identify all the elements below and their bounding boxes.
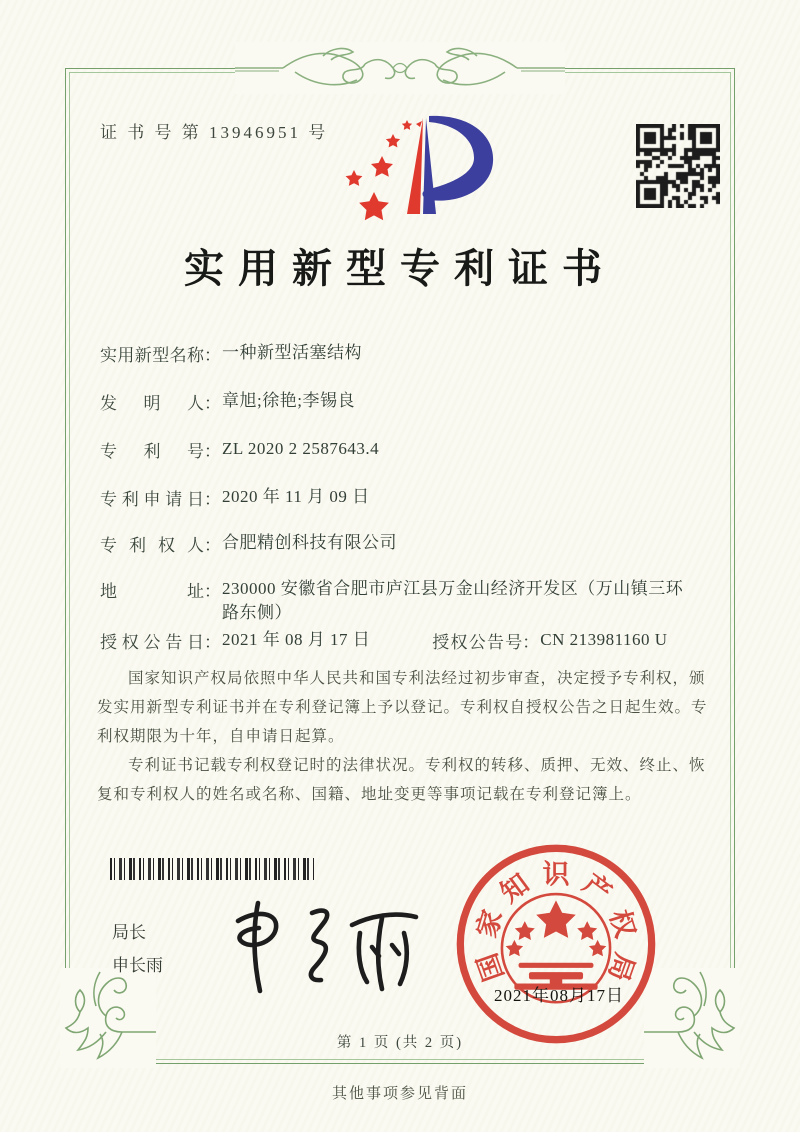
svg-text:权: 权 [603, 906, 641, 942]
legal-paragraph-1: 国家知识产权局依照中华人民共和国专利法经过初步审查，决定授予专利权，颁发实用新型专利证书并在专利登记簿上予以登记。专利权自授权公告之日起生效。专利权期限为十年，自申请日起算。 [97, 670, 708, 745]
field-row-grant [100, 628, 712, 653]
qr-code-icon [636, 124, 720, 208]
field-value: 章旭;徐艳;李锡良 [222, 391, 355, 410]
field-row-patent-number: 专利号 ： ZL 2020 2 2587643.4 [100, 437, 712, 462]
field-label: 地址 [100, 582, 204, 601]
field-value: 2020 年 11 月 09 日 [222, 487, 370, 506]
field-label: 授权公告号 [432, 633, 523, 652]
svg-text:知: 知 [494, 868, 535, 909]
field-label: 发明人 [100, 394, 204, 413]
svg-text:产: 产 [577, 868, 618, 909]
field-value: 230000 安徽省合肥市庐江县万金山经济开发区（万山镇三环路东侧） [222, 579, 684, 622]
field-grant-date: 授权公告日 ： 2021 年 08 月 17 日 [100, 630, 371, 652]
back-side-note: 其他事项参见背面 [331, 1086, 468, 1102]
field-row-name: 实用新型名称 ： 一种新型活塞结构 [100, 341, 712, 366]
field-value: 一种新型活塞结构 [222, 343, 362, 362]
bottom-left-floral-icon [60, 968, 156, 1068]
field-value: 合肥精创科技有限公司 [222, 533, 397, 552]
svg-text:局: 局 [602, 949, 640, 985]
signer-name: 申长雨 [112, 956, 163, 975]
field-row-filing-date: 专利申请日 ： 2020 年 11 月 09 日 [100, 485, 712, 510]
svg-text:识: 识 [542, 859, 570, 890]
field-value: CN 213981160 U [540, 630, 668, 649]
certificate-title: 实用新型专利证书 [184, 246, 616, 291]
field-label: 授权公告日 [100, 633, 204, 652]
legal-text [97, 664, 709, 809]
barcode-icon [110, 858, 314, 880]
field-label: 专利号 [100, 442, 204, 461]
seal-date: 2021年08月17日 [494, 986, 624, 1005]
cnipa-official-seal-icon [452, 840, 660, 1048]
page-number: 第 1 页 (共 2 页) [336, 1035, 464, 1051]
handwritten-signature-icon [222, 893, 437, 1001]
field-value: 2021 年 08 月 17 日 [222, 630, 371, 649]
field-label: 专利申请日 [100, 490, 204, 509]
certificate-number: 证 书 号 第 13946951 号 [100, 123, 329, 142]
svg-text:国: 国 [472, 949, 510, 985]
field-label: 实用新型名称 [100, 346, 204, 365]
legal-paragraph-2: 专利证书记载专利权登记时的法律状况。专利权的转移、质押、无效、终止、恢复和专利权人的姓名或名称、国籍、地址变更等事项记载在专利登记簿上。 [97, 757, 706, 803]
field-grant-number: 授权公告号 ： CN 213981160 U [432, 630, 668, 652]
field-label: 专利权人 [100, 536, 204, 555]
field-value: ZL 2020 2 2587643.4 [222, 439, 380, 458]
signer-block [112, 916, 163, 982]
cnipa-patent-logo-icon [330, 108, 560, 238]
field-row-address: 地址 ： 230000 安徽省合肥市庐江县万金山经济开发区（万山镇三环路东侧） [100, 577, 712, 625]
field-row-inventors: 发明人 ： 章旭;徐艳;李锡良 [100, 389, 712, 414]
svg-text:家: 家 [471, 906, 509, 942]
field-row-patentee: 专利权人 ： 合肥精创科技有限公司 [100, 531, 712, 556]
top-scroll-ornament-icon [235, 42, 565, 94]
signer-title: 局长 [112, 923, 146, 942]
